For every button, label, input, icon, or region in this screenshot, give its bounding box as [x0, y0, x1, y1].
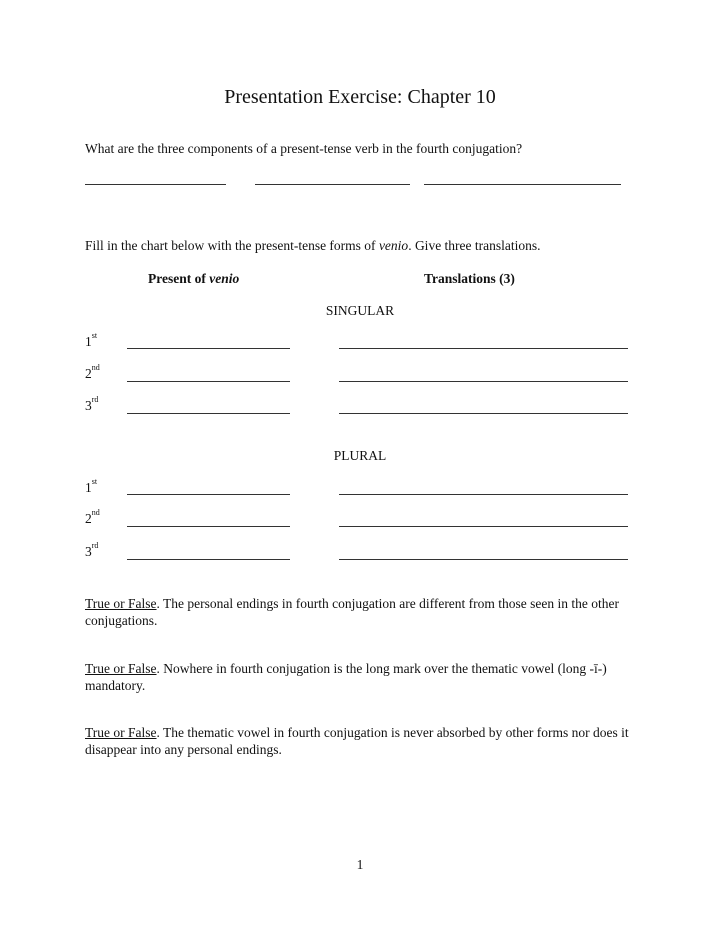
true-false-question-3 [85, 724, 635, 758]
singular-3rd-person-label: 3rd [85, 395, 99, 413]
instructions-lead: Fill in the chart below with the present-tense forms of [85, 238, 379, 253]
plural-3rd-person-label: 3rd [85, 541, 99, 559]
singular-2nd-translation-blank[interactable] [339, 381, 628, 382]
translations-column-header: Translations (3) [424, 271, 515, 286]
answer-blank-component-2[interactable] [255, 184, 410, 185]
true-false-label[interactable]: True or False [85, 661, 157, 676]
instructions-verb: venio [378, 238, 409, 253]
present-header-prefix: Present of [148, 271, 210, 286]
singular-1st-form-blank[interactable] [127, 348, 290, 349]
true-false-question-2 [85, 660, 645, 694]
true-false-label[interactable]: True or False [85, 596, 157, 611]
singular-2nd-person-label: 2nd [85, 363, 100, 381]
true-false-label[interactable]: True or False [85, 725, 157, 740]
page-title: Presentation Exercise: Chapter 10 [224, 86, 496, 108]
singular-3rd-form-blank[interactable] [127, 413, 290, 414]
present-column-header [148, 271, 239, 287]
plural-2nd-form-blank[interactable] [127, 526, 290, 527]
singular-section-label: SINGULAR [325, 303, 395, 318]
page-number: 1 [356, 857, 364, 872]
plural-2nd-translation-blank[interactable] [339, 526, 628, 527]
question-text: . The thematic vowel in fourth conjugation is never absorbed by other forms nor does it disappear into any personal endings. [85, 725, 629, 757]
plural-1st-form-blank[interactable] [127, 494, 290, 495]
plural-1st-translation-blank[interactable] [339, 494, 628, 495]
question-components: What are the three components of a present-tense verb in the fourth conjugation? [85, 141, 523, 156]
plural-2nd-person-label: 2nd [85, 508, 100, 526]
instructions-tail: . Give three translations. [408, 238, 541, 253]
plural-3rd-form-blank[interactable] [127, 559, 290, 560]
singular-1st-translation-blank[interactable] [339, 348, 628, 349]
plural-section-label: PLURAL [333, 448, 387, 463]
question-text: . Nowhere in fourth conjugation is the long mark over the thematic vowel (long -ī-) mandatory. [85, 661, 607, 693]
true-false-question-1 [85, 595, 635, 629]
singular-3rd-translation-blank[interactable] [339, 413, 628, 414]
singular-1st-person-label: 1st [85, 331, 98, 349]
present-header-verb: venio [209, 271, 240, 286]
singular-2nd-form-blank[interactable] [127, 381, 290, 382]
answer-blank-component-3[interactable] [424, 184, 621, 185]
answer-blank-component-1[interactable] [85, 184, 226, 185]
plural-1st-person-label: 1st [85, 477, 98, 495]
question-text: . The personal endings in fourth conjugation are different from those seen in the other conjugations. [85, 596, 620, 628]
plural-3rd-translation-blank[interactable] [339, 559, 628, 560]
chart-instructions [85, 237, 541, 254]
